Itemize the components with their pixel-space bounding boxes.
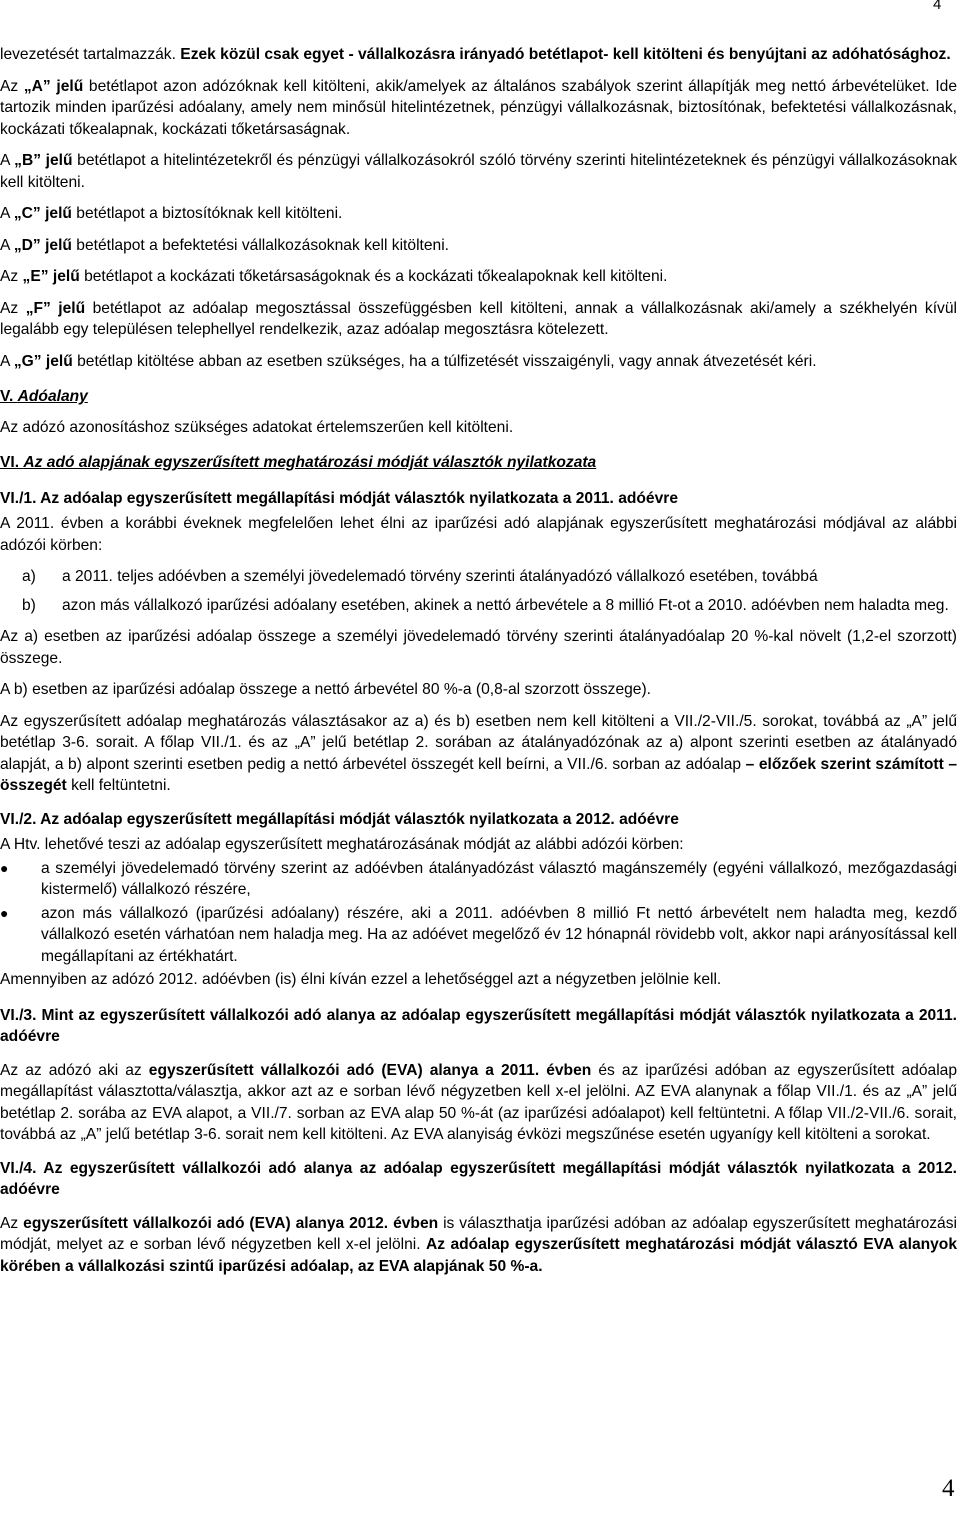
list-item-label: b)	[22, 596, 36, 614]
paragraph-sheet-e	[0, 266, 957, 288]
list-item	[0, 566, 957, 588]
sheet-g-prefix: A	[0, 352, 14, 370]
section-v-heading	[0, 386, 957, 408]
paragraph-sheet-c	[0, 203, 957, 225]
simplified-filling-text: Az egyszerűsített adóalap meghatározás választásakor az a) és b) esetben nem kell kitölteni a VII./2-VII./5. sorokat, továbbá az „A” jelű betétlap 3-6. sorait. A főlap VII./1. és az „A” jelű betétlap 2. sorában az átalányadózónak az a) alpont szerinti esetben az átalányadó alapját, a b) alpont szerinti esetben pedig a nettó árbevétel összegét kell beírni, a VII./6. sorban az adóalap	[0, 712, 957, 773]
sheet-b-label: „B” jelű	[14, 152, 73, 169]
intro-text: levezetését tartalmazzák.	[0, 46, 176, 63]
paragraph-case-a: Az a) esetben az iparűzési adóalap összege a személyi jövedelemadó törvény szerinti átalányadóalap 20 %-kal növelt (1,2-el szorzott) összege.	[0, 628, 957, 667]
simplified-filling-emphasis: – előzőek szerint számított – összegét	[0, 755, 957, 794]
page-content	[0, 44, 957, 1287]
sheet-f-prefix: Az	[0, 299, 26, 317]
page-number-bottom: 4	[942, 1475, 955, 1502]
sheet-e-label: „E” jelű	[22, 268, 80, 285]
subsection-vi-4-heading: VI./4. Az egyszerűsített vállalkozói adó alanya az adóalap egyszerűsített megállapítási módját választók nyilatkozata a 2012. adóévre	[0, 1159, 957, 1198]
sheet-a-text: betétlapot azon adózóknak kell kitölteni, akik/amelyek az általános szabályok szerint állapítják meg nettó árbevételüket.	[83, 77, 930, 95]
paragraph-simplified-filling	[0, 711, 957, 797]
subsection-vi-1-heading: VI./1. Az adóalap egyszerűsített megállapítási módját választók nyilatkozata a 2011. adóévre	[0, 489, 679, 507]
sheet-d-text: betétlapot a befektetési vállalkozásoknak kell kitölteni.	[71, 236, 450, 254]
section-v-title: Adóalany	[17, 388, 88, 405]
eva-2011-emphasis: egyszerűsített vállalkozói adó (EVA) alanya a 2011. évben	[148, 1061, 592, 1079]
eva-2012-conclusion: Az adóalap egyszerűsített meghatározási módját választó EVA alanyok körében a vállalkozási szintű iparűzési adóalap, az EVA alapjának 50 %-a.	[0, 1236, 958, 1275]
bullet-icon: ●	[0, 859, 9, 876]
sheet-c-label: „C” jelű	[13, 205, 72, 222]
paragraph-sheet-g	[0, 351, 957, 373]
simplified-filling-end: kell feltüntetni.	[66, 777, 171, 794]
paragraph-eva-2012	[0, 1213, 957, 1278]
sheet-d-label: „D” jelű	[13, 236, 72, 254]
list-item-label: a)	[22, 568, 36, 585]
section-v-number: V.	[0, 388, 18, 405]
bullet-list	[0, 858, 957, 968]
bullet-item	[0, 858, 957, 901]
sheet-e-text: betétlapot a kockázati tőketársaságoknak és a kockázati tőkealapoknak kell kitölteni.	[79, 268, 668, 285]
sheet-a-prefix: Az	[0, 77, 24, 95]
paragraph-2011-intro: A 2011. évben a korábbi éveknek megfelelően lehet élni az iparűzési adó alapjának egyszerűsített meghatározási módjával az alábbi adózói körben:	[0, 515, 957, 554]
bullet-text: a személyi jövedelemadó törvény szerint az adóévben átalányadózást választó magánszemély (egyéni vállalkozó, mezőgazdasági kistermelő) vállalkozó részére,	[41, 859, 957, 898]
list-item-text: a 2011. teljes adóévben a személyi jövedelemadó törvény szerinti átalányadózó vállalkozó esetében, továbbá	[62, 568, 818, 585]
sheet-a-scope: Ide tartozik minden iparűzési adóalany, amely nem minősül hitelintézetnek, pénzügyi vállalkozásnak, biztosítónak, befektetési vállalkozásnak, kockázati tőkealapnak, kockázati tőketársaságnak.	[0, 77, 957, 138]
subsection-vi-2-heading: VI./2. Az adóalap egyszerűsített megállapítási módját választók nyilatkozata a 2012. adóévre	[0, 810, 679, 828]
eligibility-list	[0, 566, 957, 616]
intro-emphasis: Ezek közül csak egyet - vállalkozásra irányadó betétlapot- kell kitölteni és benyújtani az adóhatósághoz.	[180, 46, 951, 63]
sheet-b-prefix: A	[0, 152, 15, 169]
page-number-top: 4	[933, 0, 942, 13]
sheet-f-text: betétlapot az adóalap megosztással összefüggésben kell kitölteni, annak a vállalkozásnak aki/amely a székhelyén kívül legalább egy településen telephellyel rendelkezik, azaz adóalap megosztásra kötelezett.	[0, 299, 957, 338]
eva-2012-emphasis: egyszerűsített vállalkozói adó (EVA) alanya 2012. évben	[23, 1214, 439, 1232]
paragraph-2012-mark: Amennyiben az adózó 2012. adóévben (is) élni kíván ezzel a lehetőséggel azt a négyzetben jelölnie kell.	[0, 971, 722, 988]
sheet-d-prefix: A	[0, 236, 14, 254]
paragraph-sheet-f	[0, 298, 957, 341]
sheet-a-label: „A” jelű	[23, 77, 84, 95]
bullet-text: azon más vállalkozó (iparűzési adóalany) részére, aki a 2011. adóévben 8 millió Ft nettó árbevételt nem haladta meg, kezdő vállalkozó esetén várhatóan nem haladja meg. Ha az adóévet megelőző év 12 hónapnál rövidebb volt, akkor napi arányosítással kell megállapítani az értékhatárt.	[41, 904, 957, 965]
section-vi-number: VI.	[0, 454, 24, 471]
sheet-c-text: betétlapot a biztosítóknak kell kitölteni.	[71, 205, 343, 222]
section-vi-heading	[0, 452, 957, 474]
bullet-item	[0, 903, 957, 968]
subsection-vi-3-heading: VI./3. Mint az egyszerűsített vállalkozói adó alanya az adóalap egyszerűsített megállapítási módját választók nyilatkozata a 2011. adóévre	[0, 1006, 957, 1045]
paragraph-2012-intro: A Htv. lehetővé teszi az adóalap egyszerűsített meghatározásának módját az alábbi adózói körben:	[0, 836, 684, 853]
eva-2011-prefix: Az az adózó aki az	[0, 1061, 149, 1079]
list-item-text: azon más vállalkozó iparűzési adóalany esetében, akinek a nettó árbevétele a 8 millió Ft-ot a 2010. adóévben nem haladta meg.	[62, 596, 949, 614]
sheet-g-label: „G” jelű	[13, 352, 73, 370]
paragraph-case-b: A b) esetben az iparűzési adóalap összege a nettó árbevétel 80 %-a (0,8-al szorzott összege).	[0, 681, 651, 698]
eva-2011-text: és az iparűzési adóban az egyszerűsített adóalap megállapítást választotta/választja, akkor azt az e sorban lévő négyzetben kell x-el jelölni. AZ EVA alanynak a főlap VII./1. és az „A” jelű betétlap 2. sorába az EVA alapot, a VII./7. sorban az EVA alap 50 %-át (az iparűzési adóalapot) kell feltüntetni. A főlap VII./2-VII./6. sorait, továbbá az „A” jelű betétlap 3-6. sorait nem kell kitölteni. Az EVA alanyiság évközi megszűnése esetén ugyanígy kell kitölteni a sorokat.	[0, 1061, 957, 1143]
paragraph-sheet-b	[0, 150, 957, 193]
paragraph-sheet-d	[0, 235, 957, 257]
sheet-g-text: betétlap kitöltése abban az esetben szükséges, ha a túlfizetését visszaigényli, vagy annak átvezetését kéri.	[72, 352, 817, 370]
section-vi-title: Az adó alapjának egyszerűsített meghatározási módját választók nyilatkozata	[23, 454, 597, 471]
sheet-c-prefix: A	[0, 205, 14, 222]
list-item	[0, 595, 957, 617]
eva-2012-text: is választhatja iparűzési adóban az adóalap egyszerűsített meghatározási módját, melyet az e sorban lévő négyzetben kell x-el jelölni.	[0, 1214, 957, 1253]
eva-2012-prefix: Az	[0, 1214, 24, 1232]
paragraph-intro	[0, 44, 957, 66]
sheet-e-prefix: Az	[0, 268, 23, 285]
sheet-f-label: „F” jelű	[25, 299, 86, 317]
sheet-b-text: betétlapot a hitelintézetekről és pénzügyi vállalkozásokról szóló törvény szerinti hitelintézeteknek és pénzügyi vállalkozásoknak kell kitölteni.	[0, 152, 957, 191]
bullet-icon: ●	[0, 904, 9, 921]
paragraph-eva-2011	[0, 1060, 957, 1146]
paragraph-sheet-a	[0, 76, 957, 141]
paragraph-taxpayer: Az adózó azonosításhoz szükséges adatokat értelemszerűen kell kitölteni.	[0, 418, 514, 436]
